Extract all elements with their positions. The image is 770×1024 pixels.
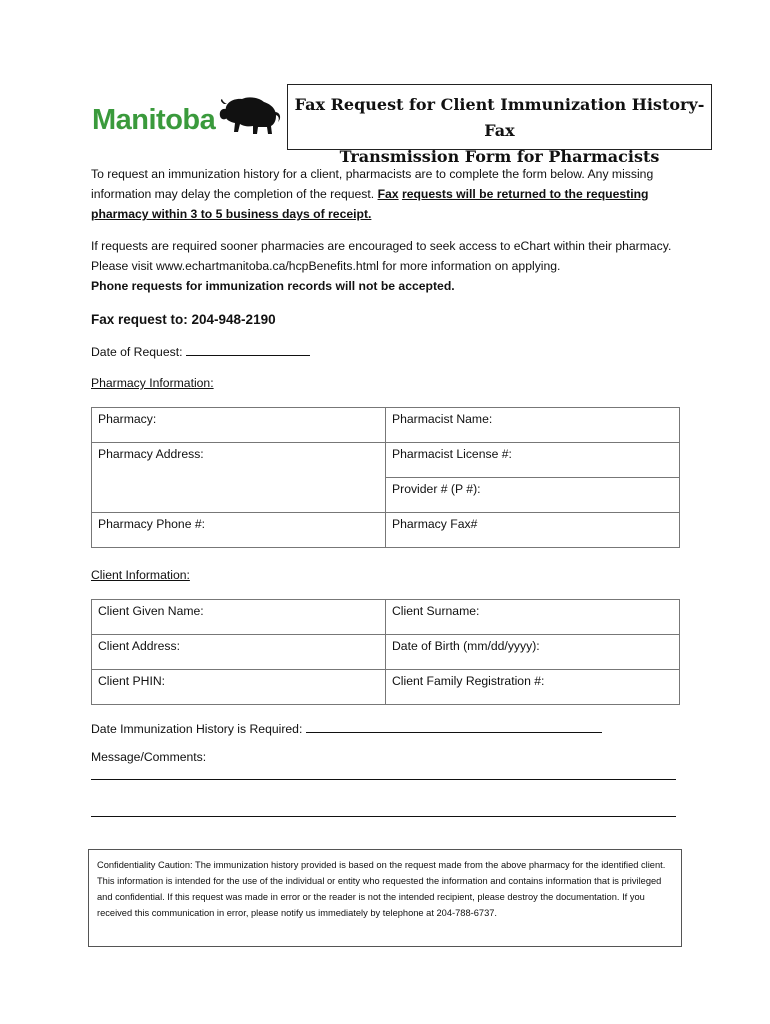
pharmacy-phone-label: Pharmacy Phone #:	[98, 517, 206, 531]
date-required-row	[91, 720, 602, 736]
date-of-birth-field[interactable]	[386, 635, 680, 670]
intro-fax-word: Fax	[377, 187, 399, 201]
intro-paragraph-1	[91, 164, 691, 224]
client-info-table	[91, 599, 680, 705]
client-surname-label: Client Surname:	[392, 604, 480, 618]
logo-wordmark: Manitoba	[92, 104, 216, 136]
form-title-line1: Fax Request for Client Immunization History-Fax	[294, 95, 705, 140]
pharmacy-address-label: Pharmacy Address:	[98, 447, 204, 461]
client-surname-field[interactable]	[386, 600, 680, 635]
date-of-birth-label: Date of Birth (mm/dd/yyyy):	[392, 639, 540, 653]
pharmacy-section-heading: Pharmacy Information:	[91, 376, 214, 390]
intro-text-1: To request an immunization history for a client, pharmacists are to complete the form below. Any missing information may delay the completion of the request.	[91, 167, 654, 201]
pharmacist-license-label: Pharmacist License #:	[392, 447, 512, 461]
date-required-field[interactable]	[306, 720, 602, 733]
message-label: Message/Comments:	[91, 750, 207, 764]
date-of-request-label: Date of Request:	[91, 345, 183, 359]
family-registration-label: Client Family Registration #:	[392, 674, 545, 688]
client-address-label: Client Address:	[98, 639, 180, 653]
family-registration-field[interactable]	[386, 670, 680, 705]
client-phin-label: Client PHIN:	[98, 674, 166, 688]
form-title-line2: Transmission Form for Pharmacists	[339, 147, 660, 166]
message-line-1[interactable]	[91, 779, 676, 780]
pharmacy-info-table	[91, 407, 680, 548]
client-given-name-label: Client Given Name:	[98, 604, 204, 618]
date-required-label: Date Immunization History is Required:	[91, 722, 303, 736]
client-address-field[interactable]	[92, 635, 386, 670]
bison-icon	[220, 97, 280, 134]
pharmacist-license-field[interactable]	[386, 443, 680, 478]
pharmacy-label: Pharmacy:	[98, 412, 157, 426]
pharmacy-field[interactable]	[92, 408, 386, 443]
pharmacy-fax-field[interactable]	[386, 513, 680, 548]
client-phin-field[interactable]	[92, 670, 386, 705]
intro-return-notice: requests will be returned to the requesting pharmacy within 3 to 5 business days of receipt.	[91, 187, 649, 221]
intro-paragraph-2	[91, 236, 691, 296]
phone-requests-notice: Phone requests for immunization records will not be accepted.	[91, 279, 455, 293]
form-title-box	[287, 84, 712, 166]
pharmacist-name-label: Pharmacist Name:	[392, 412, 493, 426]
client-given-name-field[interactable]	[92, 600, 386, 635]
fax-request-number: Fax request to: 204-948-2190	[91, 312, 276, 327]
date-of-request-row	[91, 343, 310, 359]
confidentiality-notice	[88, 849, 682, 947]
confidentiality-text: Confidentiality Caution: The immunization history provided is based on the request made from the above pharmacy for the identified client. This information is intended for the use of the individual or entity who requested the information and contains information that is privileged and confidential. If this request was made in error or the reader is not the intended recipient, please destroy the documentation. If you received this communication in error, please notify us immediately by telephone at 204-788-6737.	[97, 860, 666, 918]
intro-text-2: If requests are required sooner pharmacies are encouraged to seek access to eChart within their pharmacy. Please visit www.echartmanitoba.ca/hcpBenefits.html for more information on applying.	[91, 239, 672, 273]
pharmacist-name-field[interactable]	[386, 408, 680, 443]
pharmacy-phone-field[interactable]	[92, 513, 386, 548]
pharmacy-fax-label: Pharmacy Fax#	[392, 517, 478, 531]
provider-number-label: Provider # (P #):	[392, 482, 481, 496]
pharmacy-address-field[interactable]	[92, 443, 386, 513]
date-of-request-field[interactable]	[186, 343, 310, 356]
manitoba-logo	[92, 92, 282, 138]
provider-number-field[interactable]	[386, 478, 680, 513]
message-line-2[interactable]	[91, 816, 676, 817]
client-section-heading: Client Information:	[91, 568, 190, 582]
